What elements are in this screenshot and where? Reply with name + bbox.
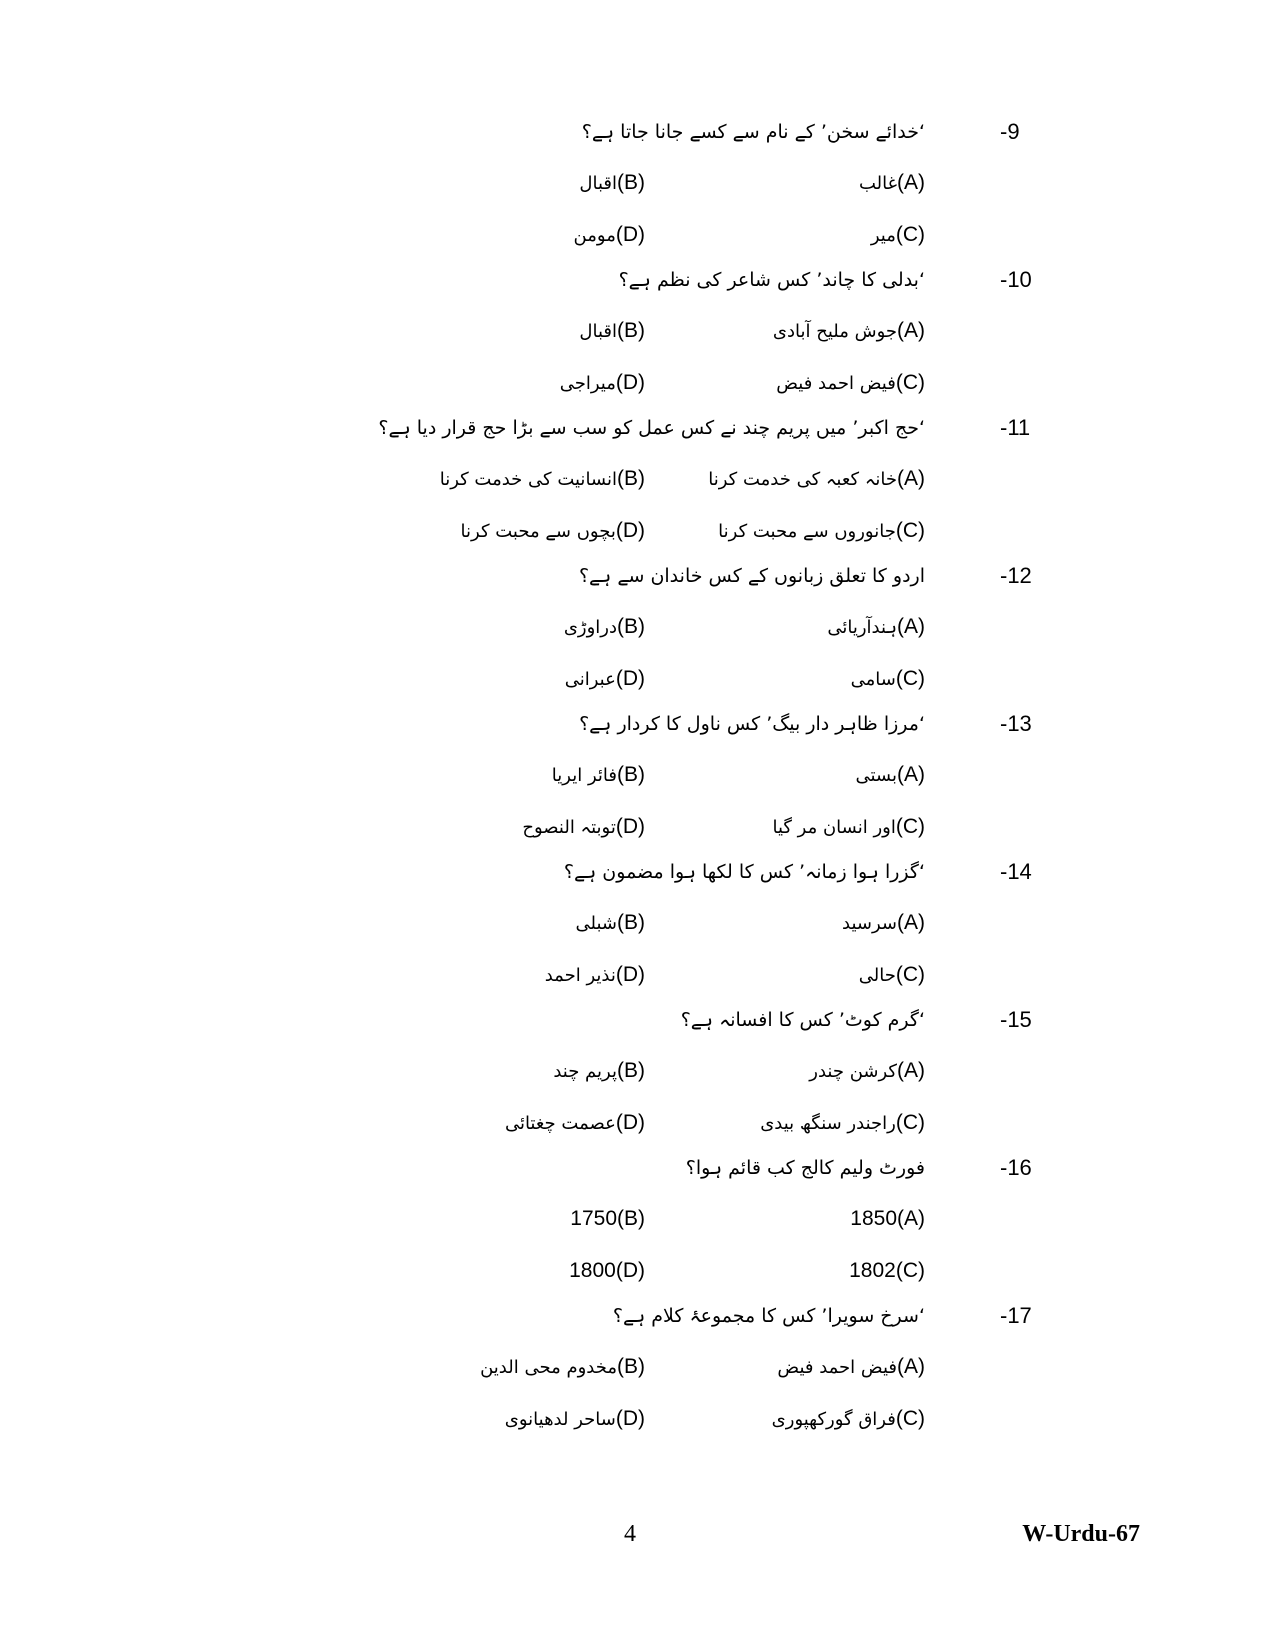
option-a [675,606,925,648]
option-text: بستی [855,765,897,786]
option-text: فائر ایریا [551,765,617,786]
option-text: عبرانی [564,669,616,690]
option-label: (A) [897,1059,925,1082]
option-text: ہندآریائی [827,617,897,638]
option-text: میر [870,225,896,246]
option-c [675,658,925,700]
option-label: (D) [615,371,645,394]
option-text: سامی [850,669,896,690]
option-text: خانہ کعبہ کی خدمت کرنا [708,469,897,490]
option-text: میراجی [559,373,616,394]
option-label: (D) [615,815,645,838]
option-label: (B) [617,911,645,934]
question-text: ‘گزرا ہوا زمانہ’ کس کا لکھا ہوا مضمون ہے؟ [563,861,925,883]
option-d [345,214,645,256]
option-c [675,510,925,552]
option-d [345,658,645,700]
option-text: کرشن چندر [809,1061,897,1082]
option-label: (A) [897,467,925,490]
option-b [345,902,645,944]
option-text: پریم چند [553,1061,617,1082]
option-label: (D) [615,963,645,986]
question-text: ‘حج اکبر’ میں پریم چند نے کس عمل کو سب سے بڑا حج قرار دیا ہے؟ [378,417,925,439]
option-label: (A) [897,1207,925,1230]
option-text: فیض احمد فیض [777,1357,897,1378]
option-text: حالی [858,965,896,986]
option-text: انسانیت کی خدمت کرنا [439,469,617,490]
question-number: -14 [1000,859,1032,884]
option-c [675,1250,925,1292]
option-text: 1800 [569,1259,616,1282]
option-text: مخدوم محی الدین [480,1357,617,1378]
option-text: فراق گورکھپوری [771,1409,896,1430]
question-text: ‘گرم کوٹ’ کس کا افسانہ ہے؟ [680,1009,925,1031]
option-a [675,1198,925,1240]
option-label: (D) [615,1407,645,1430]
question-number: -11 [1000,415,1031,440]
option-a [675,1050,925,1092]
option-label: (A) [897,911,925,934]
option-c [675,362,925,404]
question-block [0,704,1275,858]
option-a [675,458,925,500]
option-label: (A) [897,319,925,342]
question-text: ‘بدلی کا چاند’ کس شاعر کی نظم ہے؟ [618,269,925,291]
document-code: W-Urdu-67 [1022,1521,1140,1547]
option-b [345,754,645,796]
option-d [345,806,645,848]
option-b [345,1346,645,1388]
page-number: 4 [624,1521,636,1547]
option-label: (D) [615,223,645,246]
question-block [0,852,1275,1006]
option-c [675,1398,925,1440]
option-c [675,806,925,848]
option-label: (D) [615,1111,645,1134]
option-d [345,362,645,404]
question-text: ‘خدائے سخن’ کے نام سے کسے جانا جاتا ہے؟ [581,121,925,143]
option-c [675,214,925,256]
question-block [0,1148,1275,1302]
option-d [345,954,645,996]
question-block [0,1296,1275,1450]
option-label: (C) [895,667,925,690]
option-text: اور انسان مر گیا [772,817,896,838]
option-text: نذیر احمد [544,965,616,986]
option-label: (A) [897,1355,925,1378]
option-text: ساحر لدھیانوی [504,1409,616,1430]
option-label: (A) [897,171,925,194]
question-number: -9 [1000,119,1020,144]
option-label: (C) [895,1259,925,1282]
question-number: -17 [1000,1303,1032,1328]
option-a [675,162,925,204]
option-text: جوش ملیح آبادی [772,321,897,342]
question-text: ‘مرزا ظاہر دار بیگ’ کس ناول کا کردار ہے؟ [579,713,925,735]
option-label: (A) [897,615,925,638]
option-label: (B) [617,615,645,638]
option-b [345,1198,645,1240]
option-text: 1750 [570,1207,617,1230]
option-text: دراوڑی [563,617,617,638]
option-text: اقبال [579,321,617,342]
option-b [345,310,645,352]
option-text: شبلی [575,913,617,934]
option-text: سرسید [842,913,897,934]
option-label: (C) [895,371,925,394]
option-a [675,310,925,352]
option-d [345,1398,645,1440]
option-c [675,1102,925,1144]
option-b [345,458,645,500]
option-c [675,954,925,996]
option-label: (B) [617,1355,645,1378]
option-label: (C) [895,223,925,246]
option-label: (D) [615,519,645,542]
option-a [675,1346,925,1388]
option-label: (C) [895,519,925,542]
option-label: (B) [617,763,645,786]
question-text: ‘سرخ سویرا’ کس کا مجموعۂ کلام ہے؟ [612,1305,925,1327]
option-label: (C) [895,815,925,838]
option-a [675,902,925,944]
option-label: (A) [897,763,925,786]
option-label: (B) [617,171,645,194]
question-block [0,556,1275,710]
option-text: اقبال [579,173,617,194]
option-b [345,606,645,648]
option-a [675,754,925,796]
option-label: (C) [895,963,925,986]
option-b [345,162,645,204]
option-text: راجندر سنگھ بیدی [760,1113,896,1134]
option-text: توبتہ النصوح [522,817,616,838]
option-text: غالب [858,173,897,194]
option-label: (D) [615,1259,645,1282]
option-label: (C) [895,1407,925,1430]
question-number: -12 [1000,563,1032,588]
option-text: بچوں سے محبت کرنا [460,521,616,542]
question-number: -15 [1000,1007,1032,1032]
question-number: -10 [1000,267,1032,292]
option-text: مومن [573,225,616,246]
option-text: عصمت چغتائی [504,1113,616,1134]
option-label: (B) [617,467,645,490]
option-text: جانوروں سے محبت کرنا [718,521,896,542]
option-label: (B) [617,319,645,342]
question-text: فورٹ ولیم کالج کب قائم ہوا؟ [685,1157,925,1179]
question-number: -13 [1000,711,1032,736]
question-block [0,112,1275,266]
question-block [0,408,1275,562]
option-text: فیض احمد فیض [776,373,896,394]
option-label: (D) [615,667,645,690]
option-text: 1850 [850,1207,897,1230]
option-d [345,1102,645,1144]
option-label: (C) [895,1111,925,1134]
question-block [0,260,1275,414]
option-label: (B) [617,1207,645,1230]
option-label: (B) [617,1059,645,1082]
question-block [0,1000,1275,1154]
option-text: 1802 [849,1259,896,1282]
question-text: اردو کا تعلق زبانوں کے کس خاندان سے ہے؟ [578,565,925,587]
option-d [345,510,645,552]
option-d [345,1250,645,1292]
option-b [345,1050,645,1092]
question-number: -16 [1000,1155,1032,1180]
